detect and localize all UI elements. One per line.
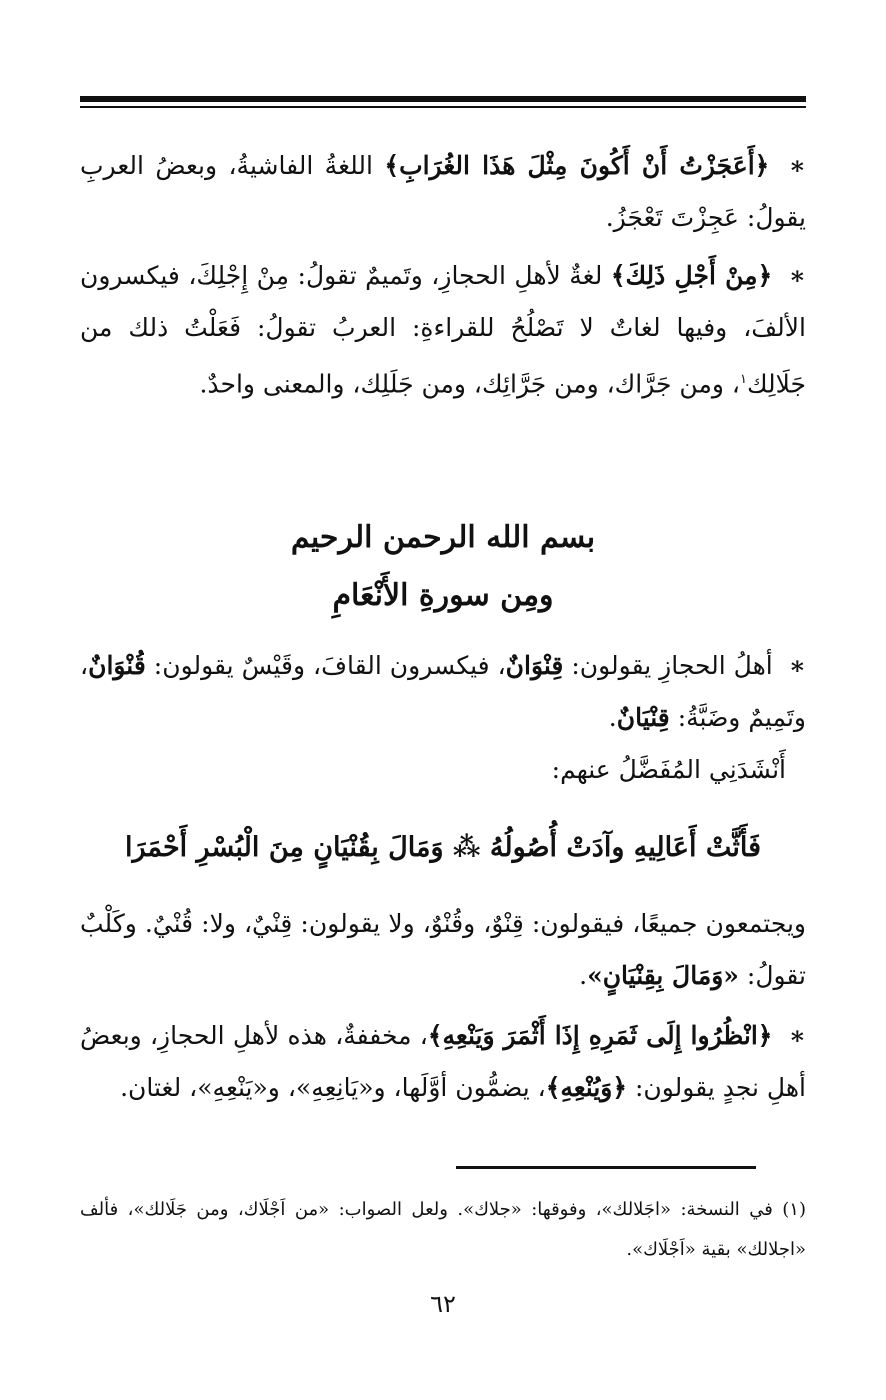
- bullet-star-icon: ∗: [788, 151, 807, 180]
- paragraph-text-end: ، ومن جَرَّاك، ومن جَرَّائِك، ومن جَلَلِك، والمعنى واحدٌ.: [199, 369, 740, 399]
- header-rule-thin: [80, 106, 806, 108]
- paragraph-text: أهلُ الحجازِ يقولون:: [571, 651, 773, 680]
- paragraph-text: ، وتَمِيمٌ وضَبَّةُ:: [80, 651, 806, 732]
- word-variant: قِنْوَانٌ: [505, 651, 564, 680]
- paragraph-text: ، يضمُّون أوَّلَها، و«يَانِعِهِ»، و«يَنْعِهِ»، لغتان.: [120, 1073, 546, 1102]
- quran-quote: ﴿انْظُرُوا إِلَى ثَمَرِهِ إِذَا أَثْمَرَ وَيَنْعِهِ﴾: [427, 1021, 773, 1050]
- bullet-star-icon: ∗: [788, 1021, 806, 1050]
- header-rule: [80, 96, 806, 102]
- paragraph-3: [80, 640, 806, 744]
- paragraph-1: [80, 140, 806, 244]
- section-1: [80, 140, 806, 410]
- word-variant: قُنْوَانٌ: [88, 651, 146, 680]
- quran-quote: ﴿أَعَجَزْتُ أَنْ أَكُونَ مِثْلَ هَذَا الغُرَابِ﴾: [384, 151, 770, 180]
- quoted-phrase: «وَمَالَ بِقِنْيَانٍ»: [587, 961, 739, 990]
- section-2-continued: [80, 898, 806, 1114]
- paragraph-4: أَنْشَدَنِي المُفَضَّلُ عنهم:: [551, 755, 786, 784]
- quran-quote: ﴿مِنْ أَجْلِ ذَلِكَ﴾: [610, 261, 773, 290]
- paragraph-2: [80, 250, 806, 410]
- paragraph-text: ويجتمعون جميعًا، فيقولون: قِنْوٌ، وقُنْوٌ، ولا يقولون: قِنْيٌ، ولا: قُنْيٌ. وكَلْبٌ تقولُ:: [80, 909, 806, 990]
- bullet-star-icon: ∗: [788, 651, 806, 680]
- paragraph-text: .: [608, 703, 617, 732]
- footnote-reference: ١: [739, 372, 747, 387]
- footnote-rule: [456, 1166, 756, 1169]
- paragraph-text: .: [579, 961, 588, 990]
- paragraph-text: ، فيكسرون القافَ، وقَيْسٌ يقولون:: [153, 651, 506, 680]
- poetry-verse: فَأَثَّتْ أَعَالِيهِ وآدَتْ أُصُولُهُ ⁂ وَمَالَ بِقُنْيَانٍ مِنَ الْبُسْرِ أَحْمَرَا: [124, 832, 762, 863]
- page-number: ٦٢: [430, 1290, 456, 1318]
- paragraph-6: [80, 1010, 806, 1114]
- paragraph-text: ، مخففةٌ، هذه لأهلِ الحجازِ، وبعضُ أهلِ نجدٍ يقولون:: [80, 1021, 806, 1102]
- paragraph-text: اللغةُ الفاشيةُ، وبعضُ العربِ يقولُ: عَجِزْتَ تَعْجَزُ.: [80, 151, 806, 232]
- bullet-star-icon: ∗: [788, 261, 806, 290]
- section-2: [80, 640, 806, 796]
- paragraph-text: لغةٌ لأهلِ الحجازِ، وتَميمٌ تقولُ: مِنْ إِجْلِكَ، فيكسرون الألفَ، وفيها لغاتٌ لا تَصْلُحُ للقراءةِ: العربُ تقولُ: فَعَلْتُ ذلك من جَلَالِك: [80, 261, 806, 399]
- surah-title: ومِن سورةِ الأَنْعَامِ: [332, 578, 554, 613]
- basmala-heading: بسم الله الرحمن الرحيم: [290, 520, 596, 555]
- paragraph-5: [80, 898, 806, 1002]
- word-variant: قِنْيَانٌ: [616, 703, 670, 732]
- footnote: (١) في النسخة: «اجَلالك»، وفوقها: «جلاك». ولعل الصواب: «من اَجْلَاك، ومن جَلَالك»، فألف «اجلالك» بقية «اَجْلَاك».: [80, 1199, 806, 1260]
- quran-quote: ﴿وَيُنْعِهِ﴾: [545, 1073, 628, 1102]
